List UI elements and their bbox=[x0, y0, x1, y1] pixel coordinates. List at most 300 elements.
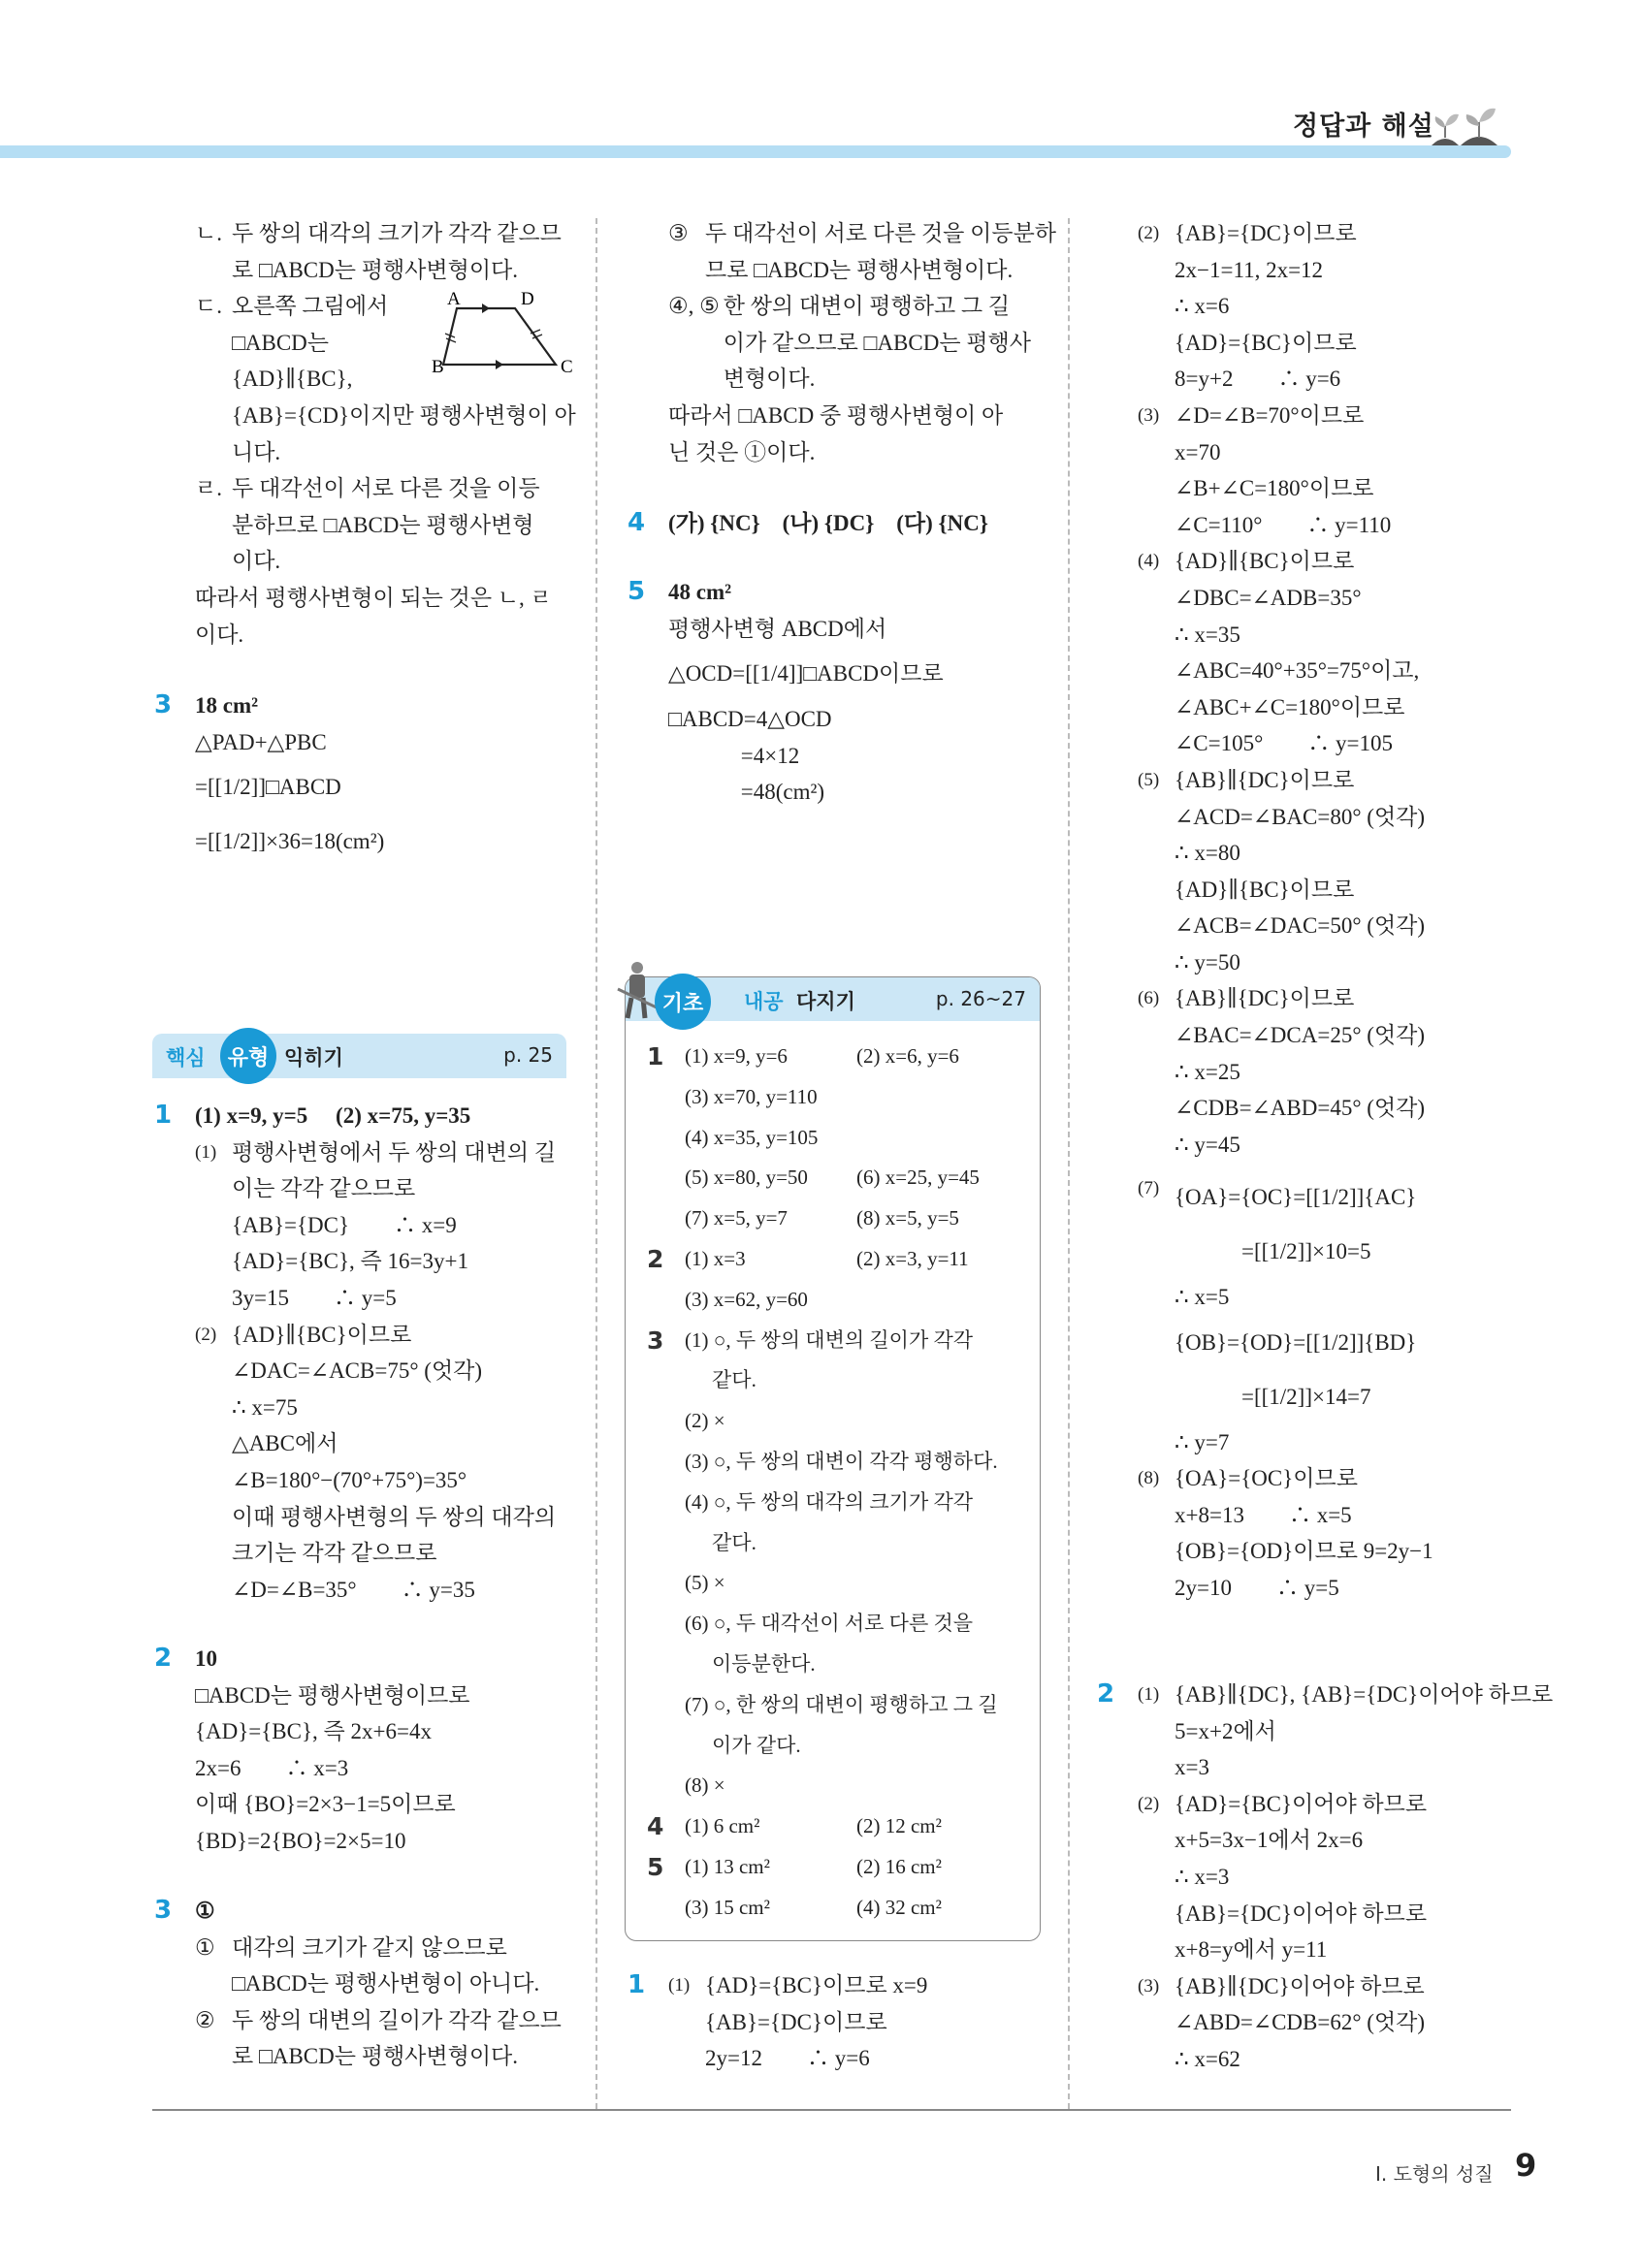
item-lines bbox=[1175, 543, 1419, 762]
problem-number bbox=[647, 1360, 685, 1401]
solution-item bbox=[668, 215, 1056, 288]
solution-line: ∴ y=50 bbox=[1175, 949, 1240, 974]
item-lines bbox=[195, 724, 384, 870]
answer-cell: (2) 16 cm² bbox=[856, 1854, 942, 1878]
solution-line: 3y=15 ∴ y=5 bbox=[232, 1285, 397, 1310]
answer-line: 10 bbox=[195, 1646, 217, 1671]
solution-line: ∠D=∠B=35° ∴ y=35 bbox=[232, 1577, 475, 1602]
problem-number: 3 bbox=[154, 1896, 173, 1925]
answer-cell: (5) x=80, y=50 bbox=[685, 1166, 808, 1190]
section-page-ref: p. 25 bbox=[503, 1043, 553, 1067]
solution-line: 이는 각각 같으므로 bbox=[232, 1176, 416, 1201]
solution-line: ∴ x=62 bbox=[1175, 2046, 1240, 2071]
item-label: ㄹ. bbox=[195, 476, 222, 501]
solution-line: 두 쌍의 대변의 길이가 각각 같으므 bbox=[232, 2007, 562, 2032]
item-label: (6) bbox=[1138, 988, 1160, 1009]
solution-line: =[[1/2]]×36=18(cm²) bbox=[195, 829, 385, 854]
solution-line: x+5=3x−1에서 2x=6 bbox=[1175, 1828, 1364, 1853]
solution-line: 8=y+2 ∴ y=6 bbox=[1175, 367, 1341, 392]
solution-line: x=70 bbox=[1175, 439, 1221, 464]
item-label: (1) bbox=[1138, 1684, 1160, 1705]
problem-number bbox=[1097, 1170, 1138, 1607]
problem-number bbox=[628, 215, 668, 470]
trapezoid-diagram bbox=[432, 291, 577, 383]
solution-line: 5=x+2에서 bbox=[1175, 1718, 1276, 1743]
solution-line: △PAD+△PBC bbox=[195, 729, 327, 754]
answer-cell: (8) × bbox=[685, 1773, 725, 1798]
item-lines bbox=[668, 398, 1003, 470]
item-label: ㄷ. bbox=[195, 294, 222, 319]
problem-number bbox=[647, 1077, 685, 1118]
answer-cell: 이가 같다. bbox=[712, 1733, 801, 1757]
answer-block bbox=[1097, 215, 1425, 1163]
problem-number bbox=[647, 1685, 685, 1726]
box-answer-list bbox=[647, 1037, 1061, 1929]
item-label: (7) bbox=[1138, 1178, 1160, 1198]
problem-number: 2 bbox=[154, 1644, 173, 1673]
solution-line: {AD}={BC}이므로 bbox=[1175, 330, 1357, 355]
answer-block bbox=[628, 505, 988, 542]
answer-cell: (2) x=6, y=6 bbox=[856, 1044, 959, 1068]
item-lines bbox=[232, 470, 540, 580]
answer-cell: (2) 12 cm² bbox=[856, 1814, 942, 1838]
item-lines bbox=[195, 1677, 470, 1860]
solution-line: 따라서 □ABCD 중 평행사변형이 아 bbox=[668, 402, 1004, 428]
solution-line: 따라서 평행사변형이 되는 것은 ㄴ, ㄹ bbox=[195, 585, 552, 610]
solution-item bbox=[195, 215, 576, 288]
solution-item bbox=[195, 1930, 562, 2002]
answer-cell: 이등분한다. bbox=[712, 1651, 816, 1676]
answer-content bbox=[195, 215, 576, 653]
item-label: (1) bbox=[668, 1975, 691, 1996]
answer-content bbox=[1138, 215, 1425, 1163]
item-label: (2) bbox=[1138, 1793, 1160, 1814]
problem-number: 5 bbox=[628, 577, 646, 606]
solution-line: ∠ABC+∠C=180°이므로 bbox=[1175, 694, 1405, 719]
solution-line: ∠B+∠C=180°이므로 bbox=[1175, 476, 1374, 501]
item-lines bbox=[1175, 1460, 1433, 1606]
box-answer-row bbox=[647, 1077, 1061, 1118]
solution-line: {AD}∥{BC}이므로 bbox=[232, 1322, 412, 1347]
box-answer-row bbox=[647, 1280, 1061, 1321]
item-lines bbox=[724, 288, 1031, 398]
solution-item bbox=[1138, 762, 1425, 981]
answer-cell: (1) x=3 bbox=[685, 1246, 746, 1270]
worker-icon bbox=[616, 960, 659, 1020]
solution-line: 크기는 각각 같으므로 bbox=[232, 1541, 437, 1566]
solution-line: □ABCD는 bbox=[232, 330, 330, 355]
answer-cell: (5) × bbox=[685, 1571, 725, 1595]
item-label: (2) bbox=[195, 1324, 217, 1345]
problem-number bbox=[647, 1158, 685, 1198]
solution-line: {OA}={OC}=[[1/2]]{AC} bbox=[1175, 1185, 1417, 1209]
solution-line: ∴ x=3 bbox=[1175, 1864, 1230, 1889]
vertex-label: B bbox=[432, 357, 444, 377]
solution-line: △OCD=[[1/4]]□ABCD이므로 bbox=[668, 661, 944, 687]
box-answer-row bbox=[647, 1037, 1061, 1077]
box-answer-row bbox=[647, 1806, 1061, 1847]
answer-line: 48 cm² bbox=[668, 580, 732, 604]
answer-line: 18 cm² bbox=[195, 693, 259, 718]
basic-practice-box bbox=[625, 976, 1041, 1941]
solution-line: □ABCD는 평행사변형이므로 bbox=[195, 1682, 470, 1708]
section-page-ref: p. 26~27 bbox=[935, 987, 1026, 1010]
solution-line: {AB}={DC}이므로 bbox=[1175, 221, 1357, 245]
solution-line: ∠BAC=∠DCA=25° (엇각) bbox=[1175, 1023, 1426, 1048]
item-lines bbox=[1175, 1677, 1553, 1786]
solution-line: 평행사변형 ABCD에서 bbox=[668, 616, 887, 641]
solution-line: 두 쌍의 대각의 크기가 각각 같으므 bbox=[232, 221, 562, 245]
solution-line: x=3 bbox=[1175, 1755, 1209, 1780]
solution-item bbox=[1138, 1786, 1553, 1968]
item-lines bbox=[1175, 762, 1425, 981]
solution-line: ∠ACD=∠BAC=80° (엇각) bbox=[1175, 804, 1426, 829]
item-lines bbox=[1175, 1170, 1416, 1460]
solution-line: ∠ABC=40°+35°=75°이고, bbox=[1175, 658, 1420, 684]
sprout-icon bbox=[1426, 105, 1513, 148]
answer-cell: (7) ○, 한 쌍의 대변이 평행하고 그 길 bbox=[685, 1692, 998, 1716]
solution-line: {AD}={BC}이어야 하므로 bbox=[1175, 1791, 1428, 1816]
solution-line: ∠C=105° ∴ y=105 bbox=[1175, 731, 1394, 756]
answer-line: (가) {NC} (나) {DC} (다) {NC} bbox=[668, 511, 988, 535]
solution-line: 므로 □ABCD는 평행사변형이다. bbox=[705, 257, 1014, 282]
problem-number: 3 bbox=[647, 1326, 664, 1355]
solution-line: {AB}∥{DC}이므로 bbox=[1175, 767, 1355, 792]
answer-content bbox=[195, 687, 384, 869]
answer-block bbox=[1097, 1170, 1433, 1607]
problem-number: 1 bbox=[647, 1042, 664, 1070]
answer-cell: (1) 6 cm² bbox=[685, 1814, 760, 1838]
solution-line: {AD}∥{BC}이므로 bbox=[1175, 549, 1355, 574]
solution-item bbox=[195, 1677, 470, 1860]
box-answer-row bbox=[647, 1198, 1061, 1239]
answer-block bbox=[628, 574, 944, 811]
box-answer-row bbox=[647, 1321, 1061, 1361]
solution-item bbox=[1138, 1968, 1553, 2078]
answer-cell: (1) 13 cm² bbox=[685, 1854, 770, 1878]
box-answer-row bbox=[647, 1726, 1061, 1767]
solution-line: {AD}∥{BC}, bbox=[232, 367, 353, 392]
solution-line: =[[1/2]]×14=7 bbox=[1175, 1384, 1371, 1409]
problem-number bbox=[647, 1766, 685, 1806]
solution-line: ∠DBC=∠ADB=35° bbox=[1175, 585, 1362, 610]
solution-line: {AB}={DC}이어야 하므로 bbox=[1175, 1901, 1428, 1926]
item-label: (3) bbox=[1138, 404, 1160, 426]
problem-number bbox=[1097, 215, 1138, 1163]
problem-number bbox=[647, 1118, 685, 1159]
solution-item bbox=[668, 288, 1056, 398]
solution-line: {AB}∥{DC}, {AB}={DC}이어야 하므로 bbox=[1175, 1682, 1554, 1707]
answer-cell: (2) x=3, y=11 bbox=[856, 1246, 969, 1270]
box-answer-row bbox=[647, 1766, 1061, 1806]
solution-line: 2x=6 ∴ x=3 bbox=[195, 1755, 349, 1780]
problem-number: 5 bbox=[647, 1852, 664, 1881]
problem-number bbox=[154, 215, 195, 653]
solution-line: □ABCD는 평행사변형이 아니다. bbox=[232, 1971, 540, 1996]
answer-block bbox=[1097, 1677, 1553, 2078]
solution-line: 변형이다. bbox=[723, 367, 816, 392]
problem-number: 1 bbox=[628, 1970, 646, 1999]
problem-number bbox=[647, 1604, 685, 1645]
item-label: ④, ⑤ bbox=[668, 294, 720, 319]
section-badge: 기초 bbox=[655, 974, 711, 1030]
answer-block bbox=[154, 215, 576, 653]
solution-line: {OA}={OC}이므로 bbox=[1175, 1466, 1358, 1491]
answer-cell: (3) x=70, y=110 bbox=[685, 1084, 818, 1108]
solution-line: =48(cm²) bbox=[668, 780, 825, 805]
item-lines bbox=[705, 215, 1056, 288]
problem-number bbox=[647, 1726, 685, 1767]
item-lines bbox=[232, 215, 562, 288]
box-answer-row bbox=[647, 1645, 1061, 1685]
solution-item bbox=[1138, 1677, 1553, 1786]
answer-cell: 같다. bbox=[712, 1530, 757, 1554]
footer-divider bbox=[152, 2109, 1511, 2111]
footer-chapter: Ⅰ. 도형의 성질 bbox=[1375, 2162, 1494, 2186]
solution-line: 이때 {BO}=2×3−1=5이므로 bbox=[195, 1792, 456, 1817]
solution-line: □ABCD=4△OCD bbox=[668, 707, 832, 732]
problem-number: 4 bbox=[647, 1812, 664, 1841]
box-answer-row bbox=[647, 1888, 1061, 1929]
answer-content bbox=[668, 574, 944, 811]
answer-block bbox=[154, 1641, 470, 1860]
solution-item bbox=[1138, 980, 1425, 1163]
solution-line: ∴ x=75 bbox=[232, 1394, 298, 1420]
problem-number bbox=[647, 1645, 685, 1685]
answer-cell: (7) x=5, y=7 bbox=[685, 1206, 788, 1230]
solution-line: {BD}=2{BO}=2×5=10 bbox=[195, 1828, 406, 1853]
box-answer-row bbox=[647, 1239, 1061, 1280]
vertex-label: C bbox=[561, 357, 573, 377]
item-label: (8) bbox=[1138, 1468, 1160, 1489]
solution-line: 두 대각선이 서로 다른 것을 이등 bbox=[232, 476, 540, 501]
item-lines bbox=[232, 1134, 556, 1317]
item-lines bbox=[232, 2002, 562, 2075]
problem-number bbox=[647, 1442, 685, 1483]
solution-line: {AD}∥{BC}이므로 bbox=[1175, 877, 1355, 902]
solution-item bbox=[1138, 1170, 1433, 1460]
answer-block bbox=[154, 687, 384, 869]
solution-line: 로 □ABCD는 평행사변형이다. bbox=[232, 257, 519, 282]
solution-line: 대각의 크기가 같지 않으므로 bbox=[232, 1934, 507, 1960]
solution-line: 이때 평행사변형의 두 쌍의 대각의 bbox=[232, 1504, 557, 1529]
answer-cell: (3) ○, 두 쌍의 대변이 각각 평행하다. bbox=[685, 1449, 998, 1473]
answer-block bbox=[154, 1893, 562, 2075]
solution-line: =[[1/2]]×10=5 bbox=[1175, 1239, 1371, 1263]
section-header-core-types bbox=[152, 1034, 566, 1078]
answer-content bbox=[668, 505, 988, 542]
solution-line: ∠B=180°−(70°+75°)=35° bbox=[232, 1467, 467, 1492]
section-prefix: 내공 bbox=[744, 990, 784, 1013]
solution-line: 평행사변형에서 두 쌍의 대변의 길 bbox=[232, 1139, 557, 1165]
answer-cell: (1) x=9, y=6 bbox=[685, 1044, 788, 1068]
solution-item bbox=[668, 611, 944, 811]
answer-block bbox=[628, 1967, 927, 2077]
solution-line: ∠ABD=∠CDB=62° (엇각) bbox=[1175, 2010, 1426, 2035]
item-label: ㄴ. bbox=[195, 221, 222, 245]
item-lines bbox=[1175, 980, 1425, 1163]
solution-line: {AB}={DC}이므로 bbox=[705, 2009, 887, 2034]
column-divider bbox=[1068, 218, 1070, 2109]
item-lines bbox=[668, 611, 944, 811]
item-label: (2) bbox=[1138, 223, 1160, 243]
answer-cell: 같다. bbox=[712, 1368, 757, 1392]
box-answer-row bbox=[647, 1442, 1061, 1483]
solution-line: =[[1/2]]□ABCD bbox=[195, 775, 341, 800]
problem-number: 1 bbox=[154, 1101, 173, 1130]
answer-cell: (4) 32 cm² bbox=[856, 1895, 942, 1919]
section-title: 다지기 bbox=[796, 990, 855, 1013]
solution-item bbox=[195, 1317, 556, 1609]
answer-content bbox=[195, 1098, 556, 1608]
answer-cell: (4) x=35, y=105 bbox=[685, 1125, 819, 1149]
solution-item bbox=[195, 2002, 562, 2075]
item-label: (3) bbox=[1138, 1975, 1160, 1996]
solution-line: 2x−1=11, 2x=12 bbox=[1175, 257, 1324, 282]
solution-item bbox=[195, 580, 576, 653]
section-badge: 유형 bbox=[220, 1028, 276, 1084]
answer-cell: (4) ○, 두 쌍의 대각의 크기가 각각 bbox=[685, 1489, 974, 1514]
solution-item bbox=[668, 1967, 927, 2077]
solution-item bbox=[1138, 215, 1425, 398]
item-lines bbox=[1175, 1786, 1427, 1968]
header-bar bbox=[0, 145, 1511, 158]
item-lines bbox=[705, 1967, 927, 2077]
problem-number bbox=[647, 1401, 685, 1442]
solution-line: ∠ACB=∠DAC=50° (엇각) bbox=[1175, 913, 1426, 939]
item-lines bbox=[1175, 398, 1391, 543]
vertex-label: A bbox=[447, 291, 461, 309]
solution-line: ∴ x=25 bbox=[1175, 1059, 1240, 1084]
solution-line: 닌 것은 ①이다. bbox=[668, 439, 816, 464]
solution-item bbox=[195, 1134, 556, 1317]
solution-line: {AD}={BC}, 즉 2x+6=4x bbox=[195, 1719, 432, 1744]
solution-line: {AB}∥{DC}이므로 bbox=[1175, 986, 1355, 1011]
section-header-basic bbox=[626, 977, 1040, 1021]
solution-line: ∴ y=45 bbox=[1175, 1132, 1240, 1157]
solution-line: 2y=12 ∴ y=6 bbox=[705, 2046, 870, 2071]
problem-number bbox=[647, 1198, 685, 1239]
solution-line: △ABC에서 bbox=[232, 1431, 338, 1456]
answer-content bbox=[195, 1641, 470, 1860]
vertex-label: D bbox=[521, 291, 534, 309]
problem-number: 2 bbox=[647, 1244, 664, 1273]
answer-cell: (3) 15 cm² bbox=[685, 1895, 770, 1919]
answer-content bbox=[195, 1893, 562, 2075]
solution-item bbox=[1138, 1460, 1433, 1606]
page-header-title: 정답과 해설 bbox=[1293, 112, 1434, 142]
solution-line: 2y=10 ∴ y=5 bbox=[1175, 1575, 1339, 1600]
solution-line: ∴ x=5 bbox=[1175, 1285, 1230, 1309]
problem-number bbox=[647, 1523, 685, 1564]
solution-line: {OB}={OD}=[[1/2]]{BD} bbox=[1175, 1329, 1417, 1355]
column-divider bbox=[596, 218, 597, 2109]
box-answer-row bbox=[647, 1604, 1061, 1645]
box-answer-row bbox=[647, 1401, 1061, 1442]
problem-number bbox=[647, 1563, 685, 1604]
solution-line: 이가 같으므로 □ABCD는 평행사 bbox=[723, 330, 1031, 355]
answer-cell: (6) x=25, y=45 bbox=[856, 1166, 980, 1190]
problem-number: 3 bbox=[154, 690, 173, 719]
answer-cell: (1) ○, 두 쌍의 대변의 길이가 각각 bbox=[685, 1327, 974, 1352]
problem-number: 4 bbox=[628, 508, 646, 537]
section-prefix: 핵심 bbox=[166, 1046, 206, 1070]
solution-line: {AB}={DC} ∴ x=9 bbox=[232, 1212, 457, 1237]
section-title: 익히기 bbox=[284, 1046, 343, 1070]
solution-line: {AB}={CD}이지만 평행사변형이 아 bbox=[232, 402, 576, 428]
answer-content bbox=[668, 215, 1056, 470]
item-lines bbox=[1175, 1968, 1425, 2078]
box-answer-row bbox=[647, 1360, 1061, 1401]
answer-line: ① bbox=[195, 1899, 215, 1923]
solution-item bbox=[668, 398, 1056, 470]
solution-line: ∠C=110° ∴ y=110 bbox=[1175, 512, 1392, 537]
item-lines bbox=[1175, 215, 1357, 398]
item-label: (4) bbox=[1138, 551, 1160, 572]
page-number: 9 bbox=[1515, 2147, 1537, 2184]
item-label: ③ bbox=[668, 221, 689, 245]
solution-line: ∠DAC=∠ACB=75° (엇각) bbox=[232, 1358, 483, 1384]
box-answer-row bbox=[647, 1563, 1061, 1604]
solution-item bbox=[195, 470, 576, 580]
solution-item bbox=[195, 724, 384, 870]
item-label: ② bbox=[195, 2007, 215, 2032]
solution-line: ∠CDB=∠ABD=45° (엇각) bbox=[1175, 1096, 1426, 1121]
solution-line: x+8=y에서 y=11 bbox=[1175, 1937, 1328, 1963]
problem-number bbox=[647, 1280, 685, 1321]
solution-line: 이다. bbox=[195, 622, 244, 647]
item-lines bbox=[232, 1930, 539, 2002]
box-answer-row bbox=[647, 1523, 1061, 1564]
answer-cell: (3) x=62, y=60 bbox=[685, 1287, 808, 1311]
solution-line: x+8=13 ∴ x=5 bbox=[1175, 1502, 1352, 1527]
item-label: (5) bbox=[1138, 769, 1160, 790]
item-label: ① bbox=[195, 1934, 215, 1960]
solution-line: 로 □ABCD는 평행사변형이다. bbox=[232, 2044, 519, 2069]
solution-line: ∴ x=35 bbox=[1175, 622, 1240, 647]
solution-line: ∴ x=80 bbox=[1175, 841, 1240, 866]
answer-cell: (6) ○, 두 대각선이 서로 다른 것을 bbox=[685, 1612, 974, 1636]
answer-cell: (8) x=5, y=5 bbox=[856, 1206, 959, 1230]
solution-line: 두 대각선이 서로 다른 것을 이등분하 bbox=[705, 221, 1057, 245]
solution-line: 니다. bbox=[232, 439, 281, 464]
solution-line: 오른쪽 그림에서 bbox=[232, 294, 389, 319]
box-answer-row bbox=[647, 1685, 1061, 1726]
solution-line: 한 쌍의 대변이 평행하고 그 길 bbox=[723, 294, 1011, 319]
item-lines bbox=[232, 1317, 556, 1609]
solution-line: 분하므로 □ABCD는 평행사변형 bbox=[232, 512, 534, 537]
solution-item bbox=[1138, 398, 1425, 543]
box-answer-row bbox=[647, 1118, 1061, 1159]
solution-line: ∴ y=7 bbox=[1175, 1429, 1230, 1454]
box-answer-row bbox=[647, 1158, 1061, 1198]
answer-content bbox=[1138, 1170, 1433, 1607]
answer-line: (1) x=9, y=5 (2) x=75, y=35 bbox=[195, 1103, 471, 1128]
item-label: (1) bbox=[195, 1141, 217, 1163]
solution-line: =4×12 bbox=[668, 743, 800, 768]
solution-line: {AD}={BC}이므로 x=9 bbox=[705, 1973, 928, 1997]
solution-line: {AD}={BC}, 즉 16=3y+1 bbox=[232, 1249, 468, 1274]
answer-block bbox=[628, 215, 1056, 470]
solution-line: 이다. bbox=[232, 549, 281, 574]
problem-number bbox=[647, 1483, 685, 1523]
problem-number bbox=[647, 1888, 685, 1929]
box-answer-row bbox=[647, 1483, 1061, 1523]
solution-line: ∠D=∠B=70°이므로 bbox=[1175, 402, 1365, 428]
solution-line: {AB}∥{DC}이어야 하므로 bbox=[1175, 1973, 1425, 1998]
solution-line: ∴ x=6 bbox=[1175, 294, 1230, 319]
answer-content bbox=[1138, 1677, 1553, 2078]
